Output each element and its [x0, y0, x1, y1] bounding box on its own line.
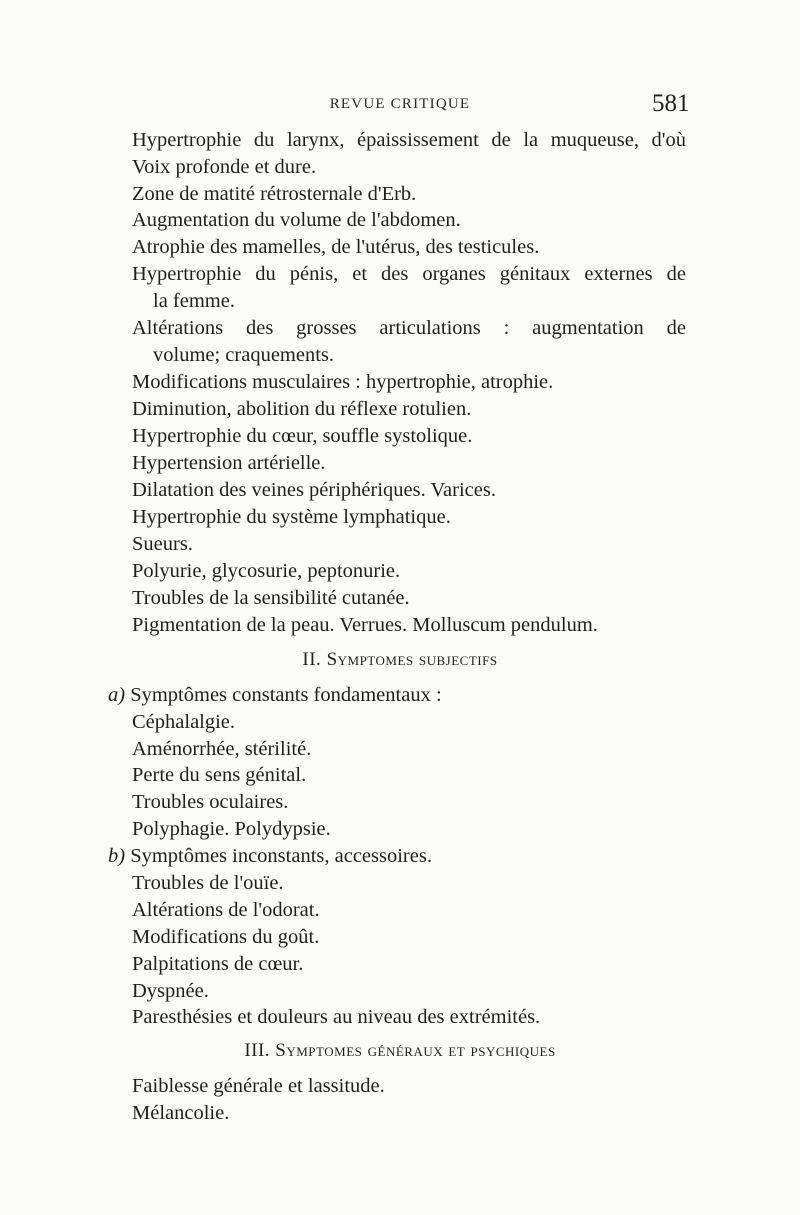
section-title: Symptomes généraux et psychiques: [275, 1040, 556, 1061]
text-line: Augmentation du volume de l'abdomen.: [132, 209, 461, 231]
page-number: 581: [652, 90, 690, 117]
text-line: Modifications musculaires : hypertrophie, atrophie.: [132, 371, 554, 393]
text-line: Palpitations de cœur.: [132, 953, 304, 975]
section-numeral: II.: [302, 649, 322, 670]
running-header: REVUE CRITIQUE: [329, 96, 471, 112]
text-line: Atrophie des mamelles, de l'utérus, des testicules.: [132, 236, 540, 258]
text-line: Altérations de l'odorat.: [132, 899, 320, 921]
text-line: Aménorrhée, stérilité.: [132, 738, 312, 760]
subheading: [108, 844, 432, 868]
section-heading: [0, 649, 800, 671]
subheading-label: b): [108, 845, 126, 867]
text-line: Hypertrophie du système lymphatique.: [132, 506, 451, 528]
text-line: Céphalalgie.: [132, 711, 236, 733]
text-line: Mélancolie.: [132, 1102, 230, 1124]
text-line: Hypertrophie du cœur, souffle systolique.: [132, 425, 473, 447]
text-line: Altérations des grosses articulations : augmentation de: [132, 317, 686, 339]
subheading-text: Symptômes inconstants, accessoires.: [130, 845, 432, 867]
text-line: Polyphagie. Polydypsie.: [132, 818, 331, 840]
text-line: Zone de matité rétrosternale d'Erb.: [132, 183, 417, 205]
text-line: Perte du sens génital.: [132, 764, 307, 786]
text-line: Hypertrophie du pénis, et des organes génitaux externes de: [132, 263, 686, 285]
text-line: Modifications du goût.: [132, 926, 320, 948]
section-heading: [0, 1040, 800, 1062]
subheading-label: a): [108, 684, 126, 706]
text-line: Paresthésies et douleurs au niveau des extrémités.: [132, 1006, 541, 1028]
text-line: Troubles de l'ouïe.: [132, 872, 284, 894]
subheading-text: Symptômes constants fondamentaux :: [130, 684, 442, 706]
text-line: volume; craquements.: [153, 344, 335, 366]
text-line: Troubles de la sensibilité cutanée.: [132, 587, 410, 609]
text-line: Hypertension artérielle.: [132, 452, 326, 474]
text-line: Pigmentation de la peau. Verrues. Molluscum pendulum.: [132, 614, 598, 636]
text-line: Troubles oculaires.: [132, 791, 289, 813]
section-numeral: III.: [244, 1040, 271, 1061]
text-line: Polyurie, glycosurie, peptonurie.: [132, 560, 401, 582]
text-line: Hypertrophie du larynx, épaississement de la muqueuse, d'où: [132, 129, 686, 151]
text-line: Diminution, abolition du réflexe rotulien.: [132, 398, 472, 420]
text-line: Sueurs.: [132, 533, 193, 555]
text-line: Dilatation des veines périphériques. Varices.: [132, 479, 496, 501]
text-line: Faiblesse générale et lassitude.: [132, 1075, 385, 1097]
section-title: Symptomes subjectifs: [326, 649, 498, 670]
text-line: Dyspnée.: [132, 980, 209, 1002]
subheading: [108, 683, 442, 707]
text-line: Voix profonde et dure.: [132, 156, 317, 178]
text-line: la femme.: [153, 290, 235, 312]
